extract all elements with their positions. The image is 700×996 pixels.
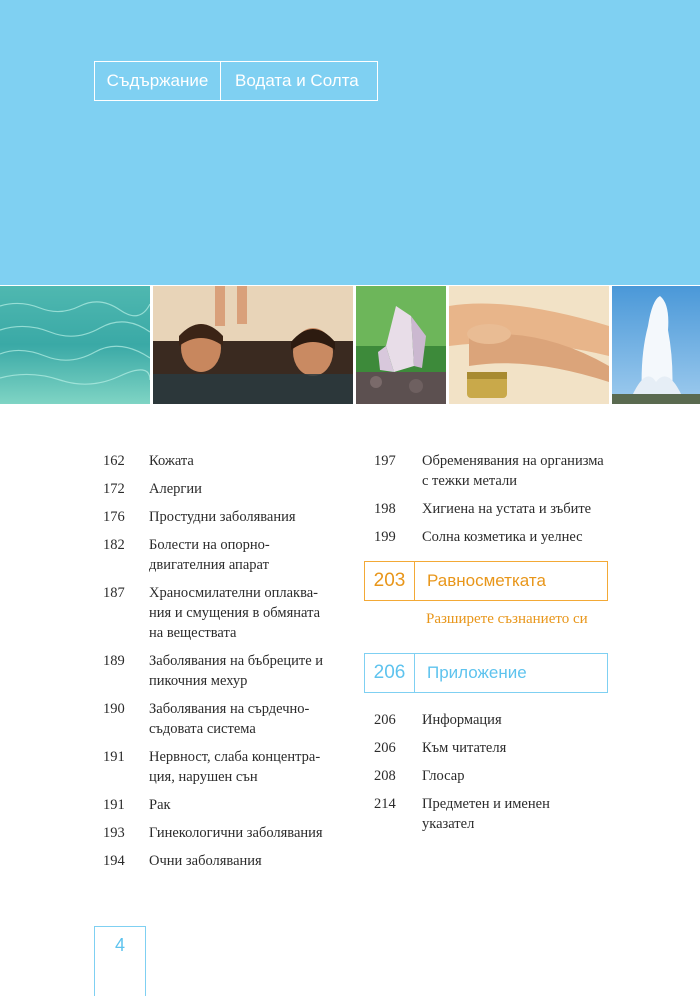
page-num: 191 (103, 797, 125, 813)
entry-title: Кожата (149, 453, 194, 469)
page-num: 193 (103, 825, 125, 841)
page-num: 197 (374, 453, 396, 469)
toc-entry[interactable] (374, 794, 550, 834)
section-appendix-box[interactable] (364, 653, 608, 693)
entry-title: Глосар (422, 768, 465, 784)
entry-title: Солна козметика и уелнес (422, 529, 583, 545)
toc-entry[interactable] (374, 710, 502, 730)
header-band (0, 0, 700, 285)
page-num: 162 (103, 453, 125, 469)
toc-entry[interactable] (103, 451, 194, 471)
toc-entry[interactable] (103, 583, 320, 643)
toc-entry[interactable] (103, 699, 309, 739)
page-num: 182 (103, 537, 125, 553)
page-num: 206 (374, 712, 396, 728)
header-title-box (94, 61, 378, 101)
page-num: 206 (374, 740, 396, 756)
page-num: 208 (374, 768, 396, 784)
section-subtitle[interactable]: Разширете съзнанието си (426, 611, 588, 627)
entry-title: Към читателя (422, 740, 507, 756)
toc-entry[interactable] (374, 527, 583, 547)
page-num: 194 (103, 853, 125, 869)
sea-water-photo (0, 286, 150, 404)
toc-entry[interactable] (374, 499, 591, 519)
entry-title: Информация (422, 712, 502, 728)
section-page-num: 206 (365, 654, 415, 692)
book-title: Водата и Солта (235, 71, 359, 90)
page-num: 199 (374, 529, 396, 545)
entry-title: Алергии (149, 481, 202, 497)
entry-title: Гинекологични заболявания (149, 825, 323, 841)
skin-care-photo (449, 286, 609, 404)
section-balance-box[interactable] (364, 561, 608, 601)
toc-entry[interactable] (103, 535, 270, 575)
section-page-num: 203 (365, 562, 415, 600)
toc-entry[interactable] (103, 651, 323, 691)
geyser-photo (612, 286, 700, 404)
contents-label: Съдържание (95, 62, 221, 100)
entry-title: Болести на опорно- двигателния апарат (149, 537, 270, 573)
page-num: 189 (103, 653, 125, 669)
page-num: 214 (374, 796, 396, 812)
page-num: 191 (103, 749, 125, 765)
toc-entry[interactable] (374, 738, 506, 758)
entry-title: Хигиена на устата и зъбите (422, 501, 592, 517)
toc-entry[interactable] (103, 479, 202, 499)
section-title: Равносметката (427, 571, 546, 590)
page-num: 187 (103, 585, 125, 601)
toc-entry[interactable] (103, 747, 320, 787)
spa-pool-photo (153, 286, 353, 404)
page-num: 198 (374, 501, 396, 517)
section-title: Приложение (427, 663, 527, 682)
entry-title: Простудни заболявания (149, 509, 296, 525)
entry-title: Обременявания на организма с тежки метали (422, 453, 604, 489)
toc-entry[interactable] (103, 851, 262, 871)
entry-title: Предметен и именен указател (422, 796, 550, 832)
page-number: 4 (94, 926, 146, 996)
toc-entry[interactable] (103, 795, 171, 815)
toc-entry[interactable] (103, 507, 296, 527)
page-num: 172 (103, 481, 125, 497)
entry-title: Храносмилателни оплаква- ния и смущения в обмяната на веществата (149, 585, 321, 641)
toc-entry[interactable] (374, 766, 464, 786)
salt-crystal-photo (356, 286, 446, 404)
page-num: 190 (103, 701, 125, 717)
entry-title: Нервност, слаба концентра- ция, нарушен сън (149, 749, 321, 785)
toc-entry[interactable] (103, 823, 323, 843)
entry-title: Заболявания на сърдечно- съдовата система (149, 701, 310, 737)
entry-title: Очни заболявания (149, 853, 262, 869)
toc-entry[interactable] (374, 451, 604, 491)
photo-strip (0, 286, 700, 404)
entry-title: Заболявания на бъбреците и пикочния мехур (149, 653, 324, 689)
entry-title: Рак (149, 797, 171, 813)
page-num: 176 (103, 509, 125, 525)
